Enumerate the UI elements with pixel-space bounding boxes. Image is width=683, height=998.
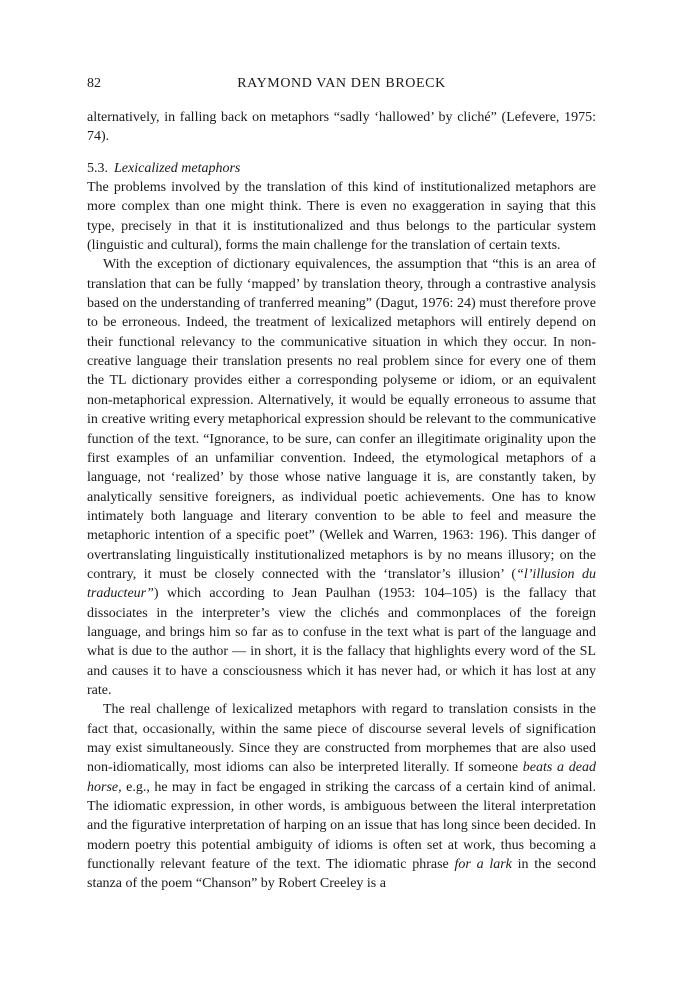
running-title: RAYMOND VAN DEN BROECK bbox=[237, 76, 446, 91]
italic-phrase: “l’illusion du traducteur” bbox=[87, 566, 596, 602]
paragraph bbox=[87, 700, 596, 893]
continuation-paragraph: alternatively, in falling back on metaphors “sadly ‘hallowed’ by cliché” (Lefevere, 1975: 74). bbox=[87, 110, 596, 145]
book-page bbox=[87, 74, 596, 894]
italic-phrase: beats a dead horse, bbox=[87, 760, 596, 795]
body-text bbox=[87, 108, 596, 894]
page-number: 82 bbox=[87, 76, 101, 91]
paragraph-text: in the second stanza of the poem “Chanson” by Robert Creeley is a bbox=[87, 857, 596, 892]
section-heading bbox=[87, 159, 596, 178]
paragraph bbox=[87, 255, 596, 700]
running-head bbox=[87, 74, 596, 94]
paragraph: The problems involved by the translation of this kind of institutionalized metaphors are more complex than one might think. There is even no exaggeration in saying that this type, precisely in that it is institutionalized and thus belongs to the particular system (linguistic and cultural), forms the main challenge for the translation of certain texts. bbox=[87, 180, 596, 254]
paragraph-text: e.g., he may in fact be engaged in striking the carcass of a certain kind of animal. The idiomatic expression, in other words, is ambiguous between the literal interpretation and the figurative interpretation of harping on an issue that has long since been decided. In modern poetry this potential ambiguity of idioms is often set at work, thus becoming a functionally relevant feature of the text. The idiomatic phrase bbox=[87, 779, 596, 873]
section-title: Lexicalized metaphors bbox=[114, 160, 241, 176]
paragraph-text: ) which according to Jean Paulhan (1953: 104–105) is the fallacy that dissociates in the interpreter’s view the clichés and commonplaces of the foreign language, and brings him so far as to confuse in the text what is part of the language and what is due to the author — in short, it is the fallacy that highlights every word of the SL and causes it to have a consciousness which it has never had, or which it has lost at any rate. bbox=[87, 586, 596, 698]
italic-phrase: for a lark bbox=[454, 857, 512, 873]
paragraph-text: With the exception of dictionary equivalences, the assumption that “this is an area of translation that can be fully ‘mapped’ by translation theory, through a contrastive analysis based on the understanding of tranferred meaning” (Dagut, 1976: 24) must therefore prove to be erroneous. Indeed, the treatment of lexicalized metaphors will entirely depend on their functional relevancy to the communicative situation in which they occur. In non-creative language their translation presents no real problem since for every one of them the TL dictionary provides either a corresponding polyseme or idiom, or an equivalent non-metaphorical expression. Alternatively, it would be equally erroneous to assume that in creative writing every metaphorical expression should be relevant to the communicative function of the text. “Ignorance, to be sure, can confer an illegitimate originality upon the first examples of an unfamiliar convention. Indeed, the etymological metaphors of a language, not ‘realized’ by those whose native language it is, are constantly taken, by analytically sensitive foreigners, as individual poetic achievements. One has to know intimately both language and literary convention to be able to feel and measure the metaphoric intention of a specific poet” (Wellek and Warren, 1963: 196). This danger of overtranslating linguistically institutionalized metaphors is by no means illusory; on the contrary, it must be closely connected with the ‘translator’s illusion’ ( bbox=[87, 257, 596, 582]
section-number: 5.3. bbox=[87, 160, 108, 176]
paragraph-text: The real challenge of lexicalized metaphors with regard to translation consists in the fact that, occasionally, within the same piece of discourse several levels of signification may exist simultaneously. Since they are constructed from morphemes that are also used non-idiomatically, most idioms can also be interpreted literally. If someone bbox=[87, 702, 596, 776]
